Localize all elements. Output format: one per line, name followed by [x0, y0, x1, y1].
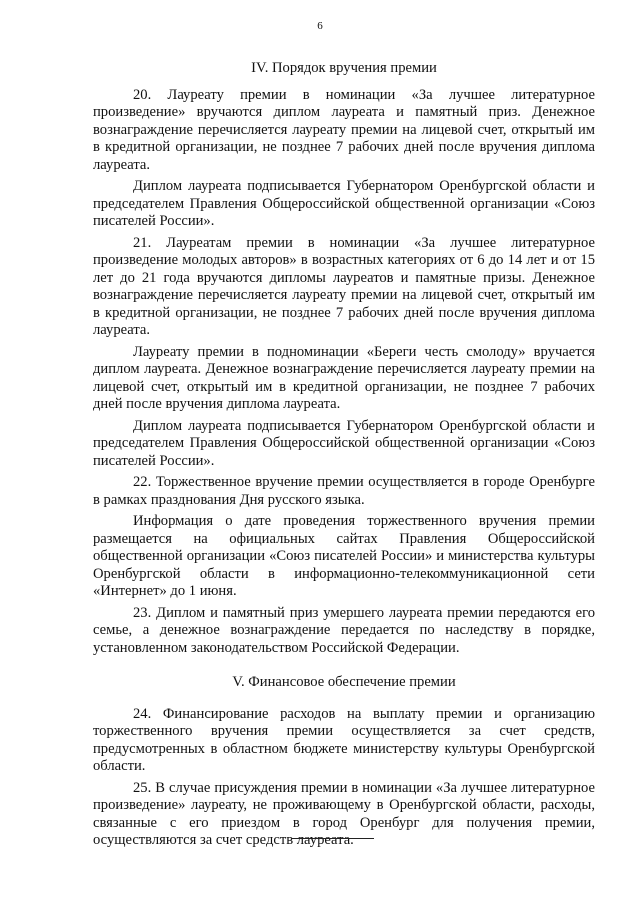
paragraph-21: 21. Лауреатам премии в номинации «За лучшее литературное произведение молодых авторов» в возрастных категориях от 6 до 14 лет и от 15 лет до 21 года вручаются дипломы лауреатов и памятные призы. Денежное вознаграждение перечисляется лауреату премии на лицевой счет, открытый им в кредитной организации, не позднее 7 рабочих дней после вручения диплома лауреата.: [93, 234, 595, 338]
section-5-title: V. Финансовое обеспечение премии: [232, 674, 456, 690]
paragraph-21-signature: Диплом лауреата подписывается Губернатором Оренбургской области и председателем Правления Общероссийской общественной организации «Союз писателей России».: [93, 417, 595, 469]
paragraph-23: 23. Диплом и памятный приз умершего лауреата премии передаются его семье, а денежное вознаграждение передается по наследству в порядке, установленном законодательством Российской Федерации.: [93, 604, 595, 656]
page-number: 6: [317, 20, 323, 32]
paragraph-20-signature: Диплом лауреата подписывается Губернатором Оренбургской области и председателем Правления Общероссийской общественной организации «Союз писателей России».: [93, 178, 595, 229]
paragraph-24: 24. Финансирование расходов на выплату премии и организацию торжественного вручения премии осуществляется за счет средств, предусмотренных в областном бюджете министерству культуры Оренбургской области.: [93, 705, 595, 774]
paragraph-25: 25. В случае присуждения премии в номинации «За лучшее литературное произведение» лауреату, не проживающему в Оренбургской области, расходы, связанные с его приездом в город Оренбург для получения премии, осуществляются за счет средств лауреата.: [93, 779, 595, 848]
paragraph-20: 20. Лауреату премии в номинации «За лучшее литературное произведение» вручаются диплом лауреата и памятный приз. Денежное вознаграждение перечисляется лауреату премии на лицевой счет, открытый им в кредитной организации, не позднее 7 рабочих дней после вручения диплома лауреата.: [93, 86, 595, 173]
paragraph-22-information: Информация о дате проведения торжественного вручения премии размещается на официальных сайтах Правления Общероссийской общественной организации «Союз писателей России» и министерства культуры Оренбургской области в информационно-телекоммуникационной сети «Интернет» до 1 июня.: [93, 513, 595, 599]
section-4-title: IV. Порядок вручения премии: [251, 60, 437, 76]
end-of-document-rule: [291, 838, 374, 839]
document-body: [93, 60, 595, 854]
paragraph-21-subnomination: Лауреату премии в подноминации «Береги честь смолоду» вручается диплом лауреата. Денежное вознаграждение перечисляется лауреату премии на лицевой счет, открытый им в кредитной организации, не позднее 7 рабочих дней после вручения диплома лауреата.: [93, 343, 595, 412]
paragraph-22: 22. Торжественное вручение премии осуществляется в городе Оренбурге в рамках празднования Дня русского языка.: [93, 474, 595, 508]
